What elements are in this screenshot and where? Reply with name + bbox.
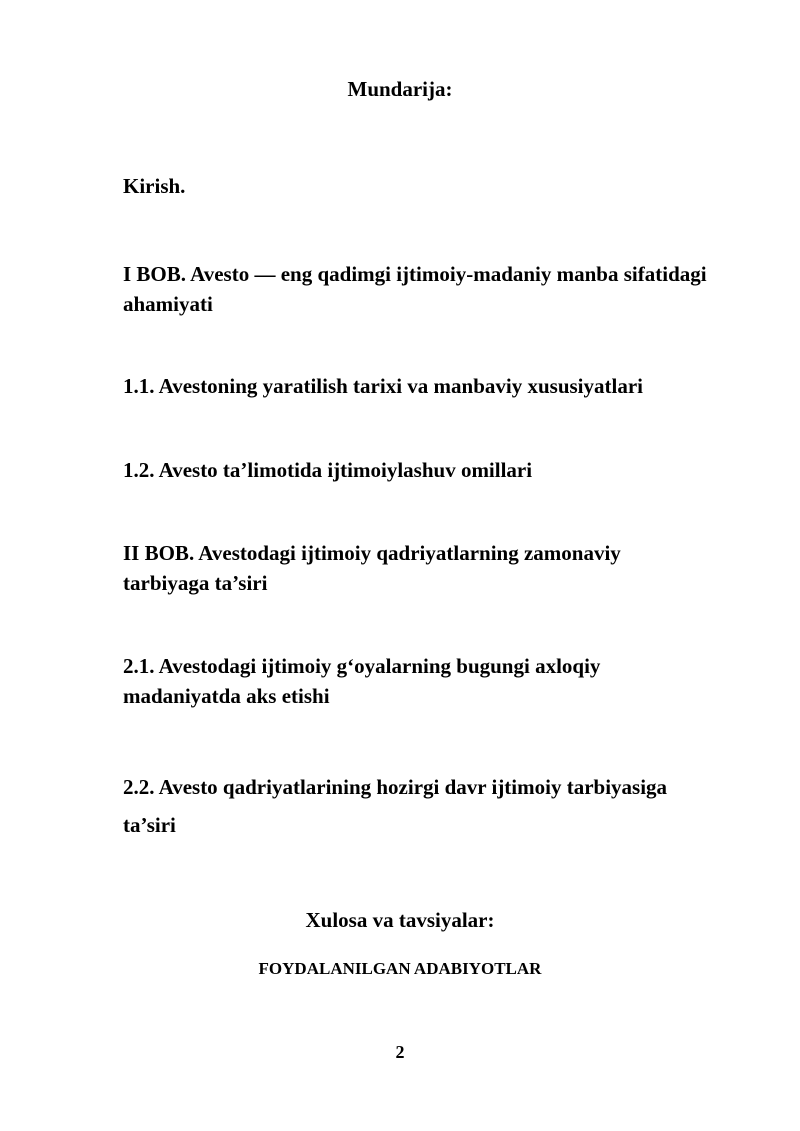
toc-entry-introduction: Kirish. [123, 174, 186, 198]
toc-entry-section-1-1: 1.1. Avestoning yaratilish tarixi va manbaviy xususiyatlari [123, 374, 643, 398]
toc-entry-chapter-2-line-1: II BOB. Avestodagi ijtimoiy qadriyatlarning zamonaviy [123, 541, 621, 565]
toc-entry-section-2-2-line-1: 2.2. Avesto qadriyatlarining hozirgi davr ijtimoiy tarbiyasiga [123, 775, 668, 799]
toc-entry-section-2-1-line-1: 2.1. Avestodagi ijtimoiy g‘oyalarning bugungi axloqiy [123, 654, 601, 678]
toc-entry-section-2-2-line-2: ta’siri [123, 813, 176, 837]
toc-entry-section-1-2: 1.2. Avesto ta’limotida ijtimoiylashuv omillari [123, 458, 533, 482]
toc-entry-chapter-1-line-1: I BOB. Avesto — eng qadimgi ijtimoiy-madaniy manba sifatidagi [123, 262, 707, 286]
toc-entry-references: FOYDALANILGAN ADABIYOTLAR [258, 959, 542, 978]
toc-entry-conclusion: Xulosa va tavsiyalar: [305, 908, 495, 932]
page-number: 2 [395, 1042, 405, 1062]
toc-entry-chapter-1-line-2: ahamiyati [123, 292, 213, 316]
toc-entry-section-2-1-line-2: madaniyatda aks etishi [123, 684, 330, 708]
page-title: Mundarija: [347, 77, 453, 101]
toc-entry-chapter-2-line-2: tarbiyaga ta’siri [123, 571, 268, 595]
